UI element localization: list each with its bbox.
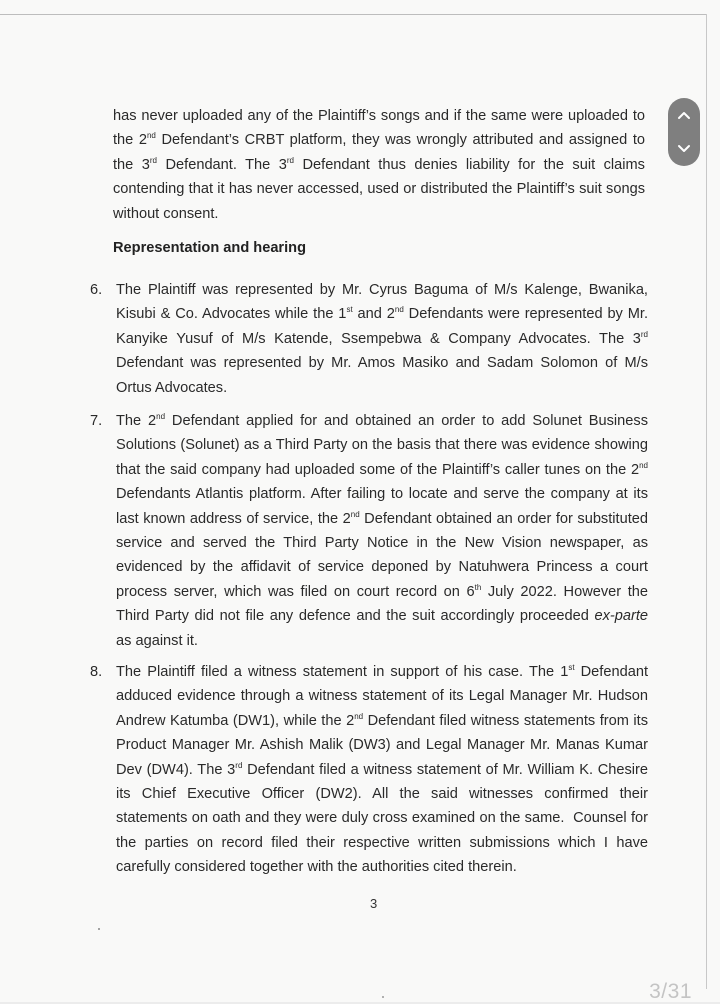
page-top-border [0, 14, 706, 15]
page-navigation [668, 98, 700, 166]
scan-speck [382, 996, 384, 998]
paragraph-8: The Plaintiff filed a witness statement in support of his case. The 1st Defendant adduced evidence through a witness statement of its Legal Manager Mr. Hudson Andrew Katumba (DW1), while the 2nd Defendant filed witness statements from its Product Manager Mr. Ashish Malik (DW3) and Legal Manager Mr. Manas Kumar Dev (DW4). The 3rd Defendant filed a witness statement of Mr. William K. Chesire its Chief Executive Officer (DW2). All the said witnesses confirmed their statements on oath and they were duly cross examined on the same. Counsel for the parties on record filed their respective written submissions which I have carefully considered together with the authorities cited therein. [116, 663, 648, 876]
paragraph-7: The 2nd Defendant applied for and obtained an order to add Solunet Business Solutions (Solunet) as a Third Party on the basis that there was evidence showing that the said company had uploaded some of the Plaintiff’s caller tunes on the 2nd Defendants Atlantis platform. After failing to locate and serve the company at its last known address of service, the 2nd Defendant obtained an order for substituted service and served the Third Party Notice in the New Vision newspaper, as evidenced by the affidavit of service deponed by Natuhwera Princess a court process server, which was filed on court record on 6th July 2022. However the Third Party did not file any defence and the suit accordingly proceeded ex-parte as against it. [116, 412, 648, 649]
chevron-up-icon [677, 110, 691, 120]
paragraph-number: 7. [90, 413, 103, 429]
section-heading: Representation and hearing [113, 240, 306, 256]
chevron-down-icon [677, 144, 691, 154]
scan-speck [98, 928, 100, 930]
next-page-button[interactable] [668, 132, 700, 166]
paragraph-6: The Plaintiff was represented by Mr. Cyrus Baguma of M/s Kalenge, Bwanika, Kisubi & Co. Advocates while the 1st and 2nd Defendants were represented by Mr. Kanyike Yusuf of M/s Katende, Ssempebwa & Company Advocates. The 3rd Defendant was represented by Mr. Amos Masiko and Sadam Solomon of M/s Ortus Advocates. [116, 282, 648, 396]
paragraph-number: 8. [90, 664, 103, 680]
paragraph-number: 6. [90, 282, 103, 298]
previous-page-button[interactable] [668, 98, 700, 132]
page-number: 3 [370, 896, 378, 911]
intro-paragraph: has never uploaded any of the Plaintiff’s songs and if the same were uploaded to the 2nd Defendant’s CRBT platform, they was wrongly attributed and assigned to the 3rd Defendant. The 3rd Defendant thus denies liability for the suit claims contending that it has never accessed, used or distributed the Plaintiff’s suit songs without consent. [113, 108, 645, 222]
page-right-border [706, 14, 707, 989]
page-indicator: 3/31 [649, 980, 692, 1003]
